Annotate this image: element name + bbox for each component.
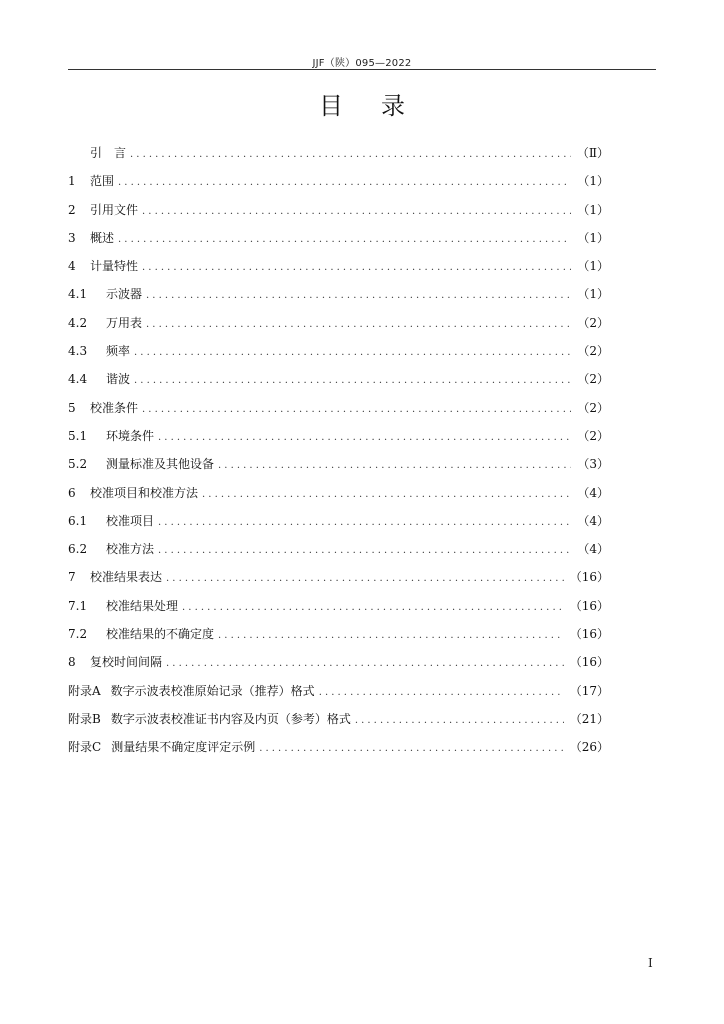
toc-entry-label <box>68 427 158 444</box>
toc-leader-dots <box>146 319 571 330</box>
toc-entry-title: 校准结果处理 <box>106 598 179 613</box>
toc-entry[interactable] <box>68 399 609 427</box>
toc-entry-title: 测量标准及其他设备 <box>106 457 215 472</box>
toc-entry[interactable] <box>68 201 609 229</box>
toc-leader-dots <box>134 375 571 386</box>
toc-leader-dots <box>118 234 571 245</box>
toc-entry[interactable] <box>68 257 609 285</box>
toc-entry-label <box>68 342 134 359</box>
table-of-contents <box>68 144 609 767</box>
toc-entry-page: （2） <box>577 344 609 359</box>
toc-entry-page: （2） <box>577 400 609 415</box>
toc-entry-title: 校准项目 <box>106 513 155 528</box>
toc-entry[interactable] <box>68 144 609 172</box>
header-rule <box>68 69 656 70</box>
toc-leader-dots <box>158 545 571 556</box>
toc-entry-number: 6.1 <box>68 513 88 528</box>
toc-entry-page: （2） <box>577 372 609 387</box>
toc-entry-title: 数字示波表校准证书内容及内页（参考）格式 <box>110 711 351 726</box>
toc-entry-title: 示波器 <box>106 287 143 302</box>
toc-entry-title: 校准项目和校准方法 <box>90 485 199 500</box>
toc-entry-number: 4 <box>68 259 76 274</box>
toc-leader-dots <box>355 715 564 726</box>
toc-entry[interactable] <box>68 172 609 200</box>
toc-entry-page: （1） <box>577 287 609 302</box>
toc-entry-title: 谐波 <box>106 372 131 387</box>
toc-entry-title: 校准条件 <box>90 400 139 415</box>
toc-leader-dots <box>259 743 564 754</box>
toc-leader-dots <box>146 290 571 301</box>
toc-entry-label <box>68 540 158 557</box>
toc-entry-page: （17） <box>569 683 609 698</box>
toc-entry-number: 4.1 <box>68 287 88 302</box>
toc-entry-page: （4） <box>577 513 609 528</box>
toc-entry-page: （Ⅱ） <box>576 146 609 160</box>
toc-leader-dots <box>218 630 564 641</box>
toc-entry-label <box>68 172 118 189</box>
toc-entry-title: 计量特性 <box>90 259 139 274</box>
toc-entry-number: 7 <box>68 570 76 585</box>
toc-entry-page: （4） <box>577 485 609 500</box>
toc-entry-title: 引 言 <box>90 146 127 160</box>
toc-entry-number: 5 <box>68 400 76 415</box>
toc-leader-dots <box>218 460 571 471</box>
toc-entry[interactable] <box>68 568 609 596</box>
toc-leader-dots <box>118 177 571 188</box>
toc-entry[interactable] <box>68 484 609 512</box>
toc-entry-title: 概述 <box>90 230 115 245</box>
toc-entry[interactable] <box>68 738 609 766</box>
toc-entry-page: （21） <box>569 711 609 726</box>
toc-leader-dots <box>142 206 571 217</box>
toc-title: 目录 <box>319 92 443 120</box>
toc-entry-page: （1） <box>577 230 609 245</box>
toc-entry-number: 6.2 <box>68 542 88 557</box>
toc-entry[interactable] <box>68 653 609 681</box>
toc-entry-title: 校准结果的不确定度 <box>106 627 215 642</box>
toc-entry-number: 2 <box>68 202 76 217</box>
toc-entry-number: 4.2 <box>68 315 88 330</box>
toc-entry-title: 环境条件 <box>106 428 155 443</box>
toc-entry-number: 附录B <box>68 711 101 726</box>
toc-entry-number: 附录C <box>68 740 102 755</box>
toc-entry[interactable] <box>68 597 609 625</box>
toc-entry[interactable] <box>68 285 609 313</box>
toc-entry-number: 8 <box>68 655 76 670</box>
toc-entry-title: 数字示波表校准原始记录（推荐）格式 <box>110 683 315 698</box>
toc-entry[interactable] <box>68 512 609 540</box>
toc-entry-page: （1） <box>577 259 609 274</box>
toc-entry-label <box>68 285 146 302</box>
toc-entry-title: 频率 <box>106 344 131 359</box>
toc-entry-number: 7.2 <box>68 627 88 642</box>
toc-entry-number: 5.1 <box>68 428 88 443</box>
toc-entry-page: （2） <box>577 315 609 330</box>
toc-entry[interactable] <box>68 314 609 342</box>
toc-entry-title: 范围 <box>90 174 115 189</box>
toc-entry-title: 测量结果不确定度评定示例 <box>111 740 256 755</box>
toc-leader-dots <box>158 432 571 443</box>
toc-entry-page: （16） <box>569 598 609 613</box>
toc-entry-label <box>68 257 142 274</box>
toc-entry-label <box>68 512 158 529</box>
toc-entry-label <box>68 399 142 416</box>
toc-leader-dots <box>166 658 564 669</box>
toc-entry-label <box>68 370 134 387</box>
toc-entry-page: （26） <box>569 740 609 755</box>
toc-entry-title: 引用文件 <box>90 202 139 217</box>
toc-entry[interactable] <box>68 625 609 653</box>
toc-entry-number: 1 <box>68 174 76 189</box>
toc-entry-label <box>68 625 218 642</box>
toc-leader-dots <box>142 404 571 415</box>
toc-leader-dots <box>166 573 564 584</box>
toc-entry-label <box>68 229 118 246</box>
document-code-header: JJF（陕）095—2022 <box>312 58 412 69</box>
toc-entry[interactable] <box>68 342 609 370</box>
toc-entry[interactable] <box>68 710 609 738</box>
toc-entry[interactable] <box>68 427 609 455</box>
toc-entry-page: （4） <box>577 542 609 557</box>
toc-entry-number: 4.3 <box>68 344 88 359</box>
toc-entry-number: 7.1 <box>68 598 88 613</box>
toc-entry-label <box>68 201 142 218</box>
toc-entry-label <box>68 597 182 614</box>
toc-entry-page: （1） <box>577 174 609 189</box>
toc-entry-page: （16） <box>569 627 609 642</box>
toc-entry[interactable] <box>68 229 609 257</box>
toc-entry-label <box>68 455 218 472</box>
toc-leader-dots <box>158 517 571 528</box>
toc-leader-dots <box>130 149 571 160</box>
toc-entry-number: 3 <box>68 230 76 245</box>
toc-entry-label <box>68 484 202 501</box>
toc-leader-dots <box>319 687 564 698</box>
toc-entry-number: 5.2 <box>68 457 88 472</box>
toc-entry-page: （16） <box>569 570 609 585</box>
toc-entry-page: （2） <box>577 428 609 443</box>
toc-entry-label <box>68 314 146 331</box>
toc-entry-title: 复校时间间隔 <box>90 655 163 670</box>
toc-entry[interactable] <box>68 540 609 568</box>
toc-entry-title: 校准结果表达 <box>90 570 163 585</box>
toc-entry-number: 4.4 <box>68 372 88 387</box>
toc-entry-title: 校准方法 <box>106 542 155 557</box>
toc-entry[interactable] <box>68 370 609 398</box>
toc-entry-page: （16） <box>569 655 609 670</box>
toc-leader-dots <box>134 347 571 358</box>
toc-leader-dots <box>142 262 571 273</box>
page-number: I <box>648 956 653 970</box>
toc-entry-label <box>68 738 259 755</box>
toc-entry-number: 附录A <box>68 683 101 698</box>
toc-entry-label <box>68 653 166 670</box>
toc-entry[interactable] <box>68 455 609 483</box>
toc-entry-label <box>68 710 355 727</box>
toc-entry[interactable] <box>68 682 609 710</box>
toc-leader-dots <box>202 489 571 500</box>
toc-entry-number: 6 <box>68 485 76 500</box>
toc-entry-label <box>68 682 319 699</box>
toc-leader-dots <box>182 602 564 613</box>
toc-entry-page: （3） <box>577 457 609 472</box>
toc-entry-label <box>68 568 166 585</box>
toc-entry-label <box>68 144 130 161</box>
toc-entry-title: 万用表 <box>106 315 143 330</box>
toc-entry-page: （1） <box>577 202 609 217</box>
